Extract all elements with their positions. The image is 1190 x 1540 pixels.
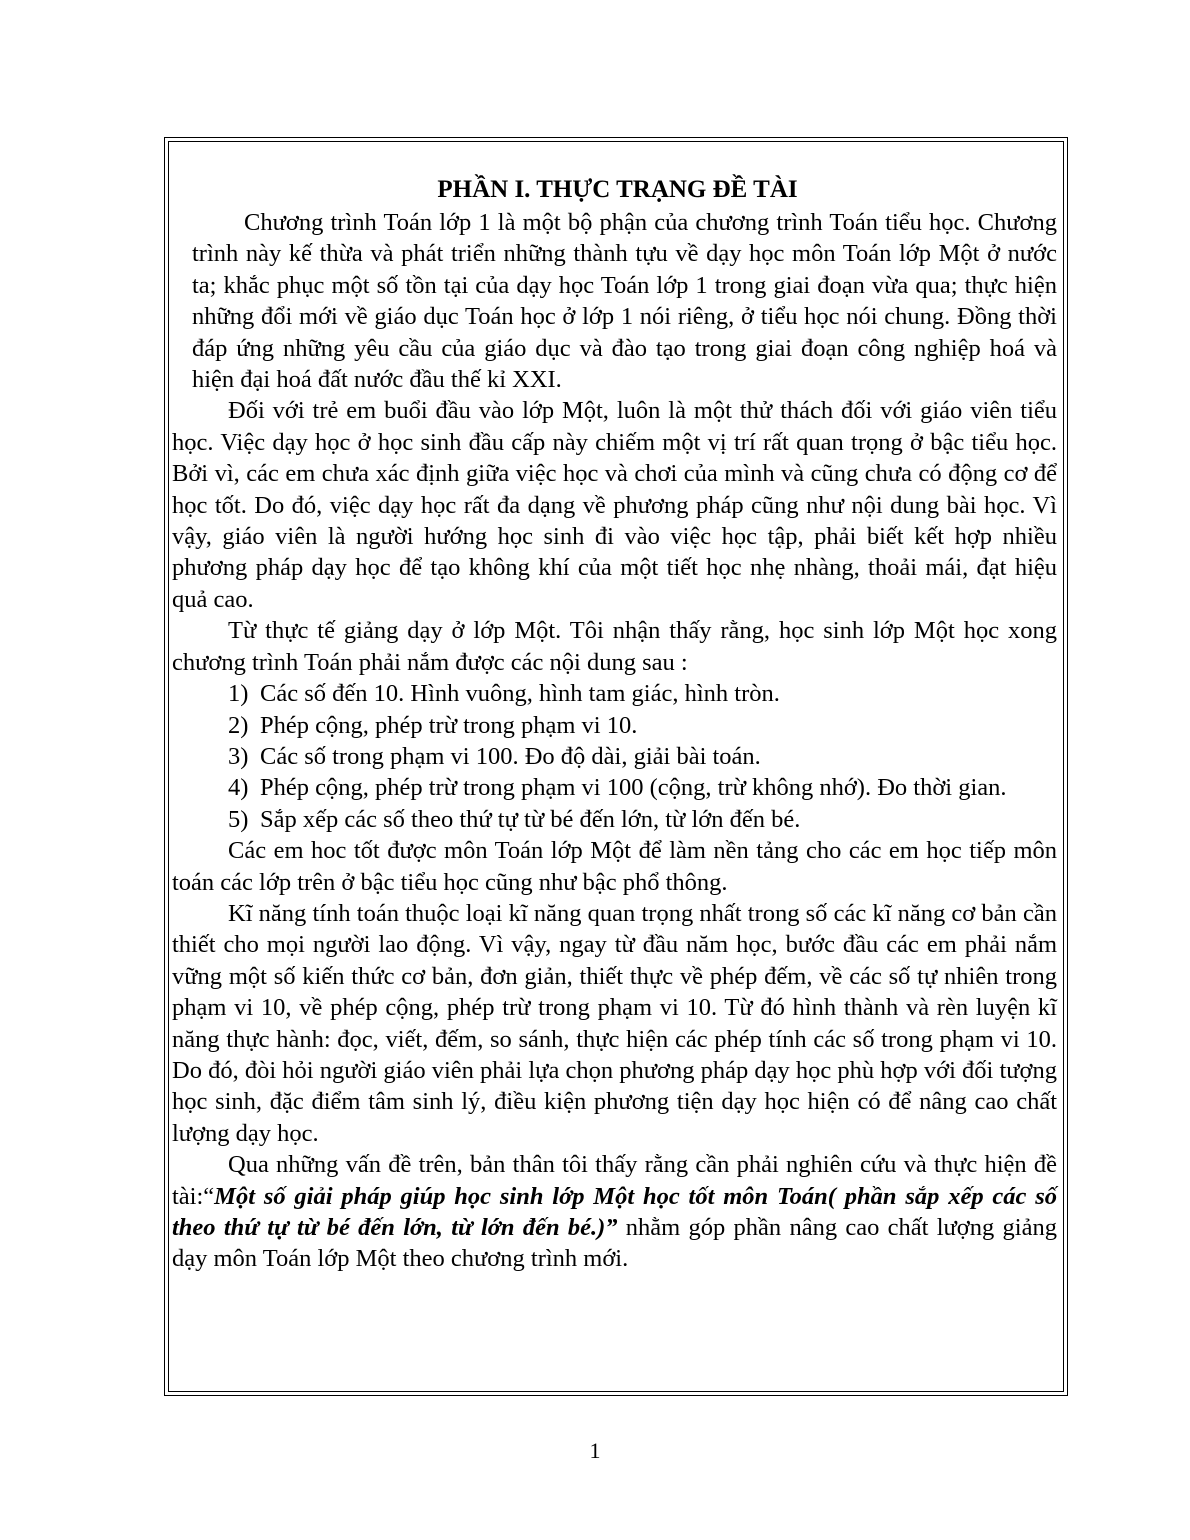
section-heading: PHẦN I. THỰC TRẠNG ĐỀ TÀI — [437, 176, 798, 203]
document-body — [172, 173, 1057, 1275]
list-item — [172, 804, 1057, 835]
paragraph-program-intro: Chương trình Toán lớp 1 là một bộ phận của chương trình Toán tiểu học. Chương trình này kế thừa và phát triển những thành tựu về dạy học môn Toán lớp Một ở nước ta; khắc phục một số tồn tại của dạy học Toán lớp 1 trong giai đoạn vừa qua; thực hiện những đổi mới về giáo dục Toán học ở lớp 1 nói riêng, ở tiểu học nói chung. Đồng thời đáp ứng những yêu cầu của giáo dục và đào tạo trong giai đoạn công nghiệp hoá và hiện đại hoá đất nước đầu thế kỉ XXI. — [192, 209, 1057, 394]
topic-intro-text: Qua những vấn đề trên, bản thân tôi thấy rằng cần phải nghiên cứu và thực hiện đề tài:“ — [172, 1151, 1057, 1210]
list-item — [172, 678, 1057, 709]
list-item-text: Sắp xếp các số theo thứ tự từ bé đến lớn, từ lớn đến bé. — [260, 805, 801, 833]
list-item-number: 5) — [228, 805, 249, 833]
list-item-text: Các số trong phạm vi 100. Đo độ dài, giải bài toán. — [260, 742, 761, 770]
paragraph-foundation: Các em hoc tốt được môn Toán lớp Một để làm nền tảng cho các em học tiếp môn toán các lớp trên ở bậc tiểu học cũng như bậc phổ thông. — [172, 837, 1057, 896]
list-item-number: 4) — [228, 774, 249, 802]
list-item-number: 2) — [228, 711, 249, 739]
paragraph-first-grade-challenge: Đối với trẻ em buổi đầu vào lớp Một, luôn là một thử thách đối với giáo viên tiểu học. Việc dạy học ở học sinh đầu cấp này chiếm một vị trí rất quan trọng ở bậc tiểu học. Bởi vì, các em chưa xác định giữa việc học và chơi của mình và cũng chưa có động cơ để học tốt. Do đó, việc dạy học rất đa dạng về phương pháp cũng như nội dung bài học. Vì vậy, giáo viên là người hướng học sinh đi vào việc học tập, phải biết kết hợp nhiều phương pháp dạy học để tạo không khí của một tiết học nhẹ nhàng, thoải mái, đạt hiệu quả cao. — [172, 397, 1057, 613]
list-item-number: 3) — [228, 742, 249, 770]
page-number: 1 — [589, 1438, 601, 1463]
list-item-number: 1) — [228, 680, 249, 708]
list-item — [172, 741, 1057, 772]
list-item — [172, 710, 1057, 741]
list-item-text: Các số đến 10. Hình vuông, hình tam giác, hình tròn. — [260, 680, 780, 708]
topic-title: Một số giải pháp giúp học sinh lớp Một học tốt môn Toán( phần sắp xếp các số theo thứ tự từ bé đến lớn, từ lớn đến bé.)” — [172, 1182, 1057, 1241]
paragraph-calculation-skills: Kĩ năng tính toán thuộc loại kĩ năng quan trọng nhất trong số các kĩ năng cơ bản cần thiết cho mọi người lao động. Vì vậy, ngay từ đầu năm học, bước đầu các em phải nắm vững một số kiến thức cơ bản, đơn giản, thiết thực về phép đếm, về các số tự nhiên trong phạm vi 10, về phép cộng, phép trừ trong phạm vi 10. Từ đó hình thành và rèn luyện kĩ năng thực hành: đọc, viết, đếm, so sánh, thực hiện các phép tính các số trong phạm vi 10. Do đó, đòi hỏi người giáo viên phải lựa chọn phương pháp dạy học phù hợp với đối tượng học sinh, đặc điểm tâm sinh lý, điều kiện phương tiện dạy học hiện có để nâng cao chất lượng dạy học. — [172, 899, 1057, 1147]
list-item-text: Phép cộng, phép trừ trong phạm vi 10. — [260, 711, 638, 739]
topic-purpose-text: nhằm góp phần nâng cao chất lượng giảng dạy môn Toán lớp Một theo chương trình mới. — [172, 1214, 1057, 1273]
list-item — [172, 772, 1057, 803]
paragraph-research-topic — [172, 1149, 1057, 1275]
paragraph-teaching-reality: Từ thực tế giảng dạy ở lớp Một. Tôi nhận thấy rằng, học sinh lớp Một học xong chương trình Toán phải nắm được các nội dung sau : — [172, 617, 1057, 676]
list-item-text: Phép cộng, phép trừ trong phạm vi 100 (cộng, trừ không nhớ). Đo thời gian. — [260, 774, 1007, 802]
